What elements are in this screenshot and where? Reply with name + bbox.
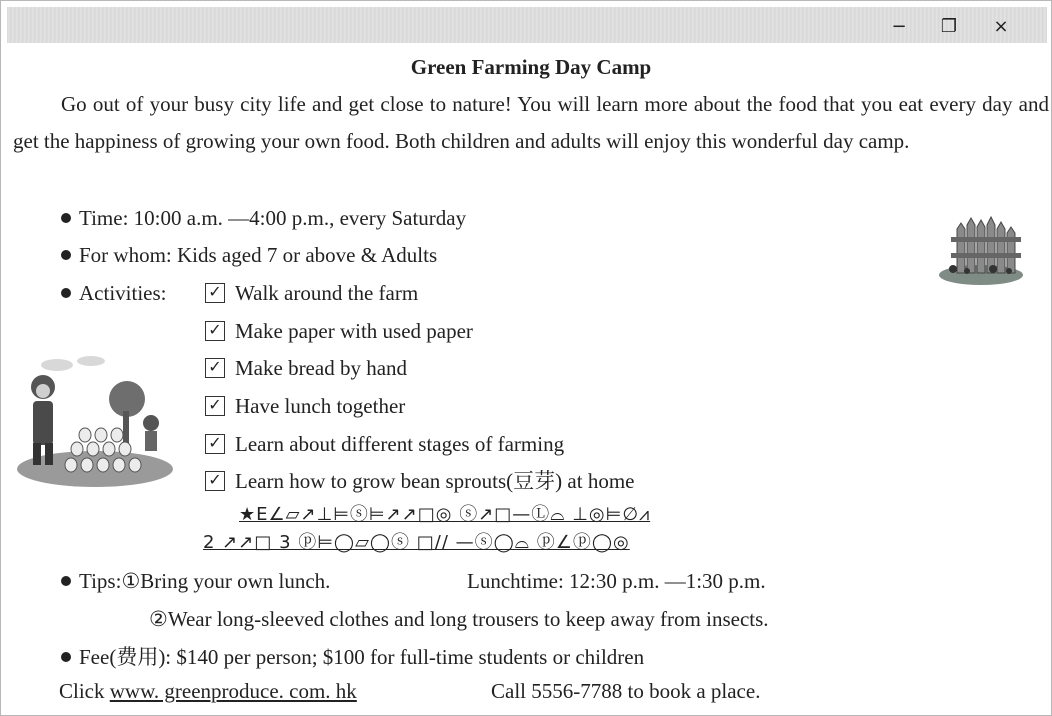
- activities-item: [61, 275, 167, 311]
- restore-button[interactable]: ❐: [940, 15, 958, 37]
- tip-text: ②Wear long-sleeved clothes and long trousers to keep away from insects.: [149, 607, 769, 631]
- fee-text: Fee(费用): $140 per person; $100 for full-time students or children: [79, 645, 645, 669]
- checkbox-icon: ✓: [205, 358, 225, 378]
- page-title: Green Farming Day Camp: [410, 55, 652, 79]
- fee-item: [61, 639, 644, 675]
- call-text: Call 5556-7788 to book a place.: [491, 679, 761, 703]
- tips-label: Tips:: [79, 569, 122, 593]
- intro-text: Go out of your busy city life and get close to nature! You will learn more about the food that you eat every day and get the happiness of growing your own food. Both children and adults will enjoy this wonderful day camp.: [13, 92, 1049, 153]
- activity-item: [205, 313, 473, 349]
- document-content: [13, 45, 1049, 703]
- title-bar: [7, 7, 1047, 43]
- scribble-line: 2 ↗↗□ 3 ⓟ⊨◯▱◯ⓢ □// —ⓢ◯⌓ ⓟ∠ⓟ◯◎: [203, 532, 630, 553]
- bullet-icon: [61, 250, 71, 260]
- checkbox-icon: ✓: [205, 434, 225, 454]
- activity-item: [205, 275, 418, 311]
- activity-text: Walk around the farm: [235, 281, 419, 305]
- website-link[interactable]: www. greenproduce. com. hk: [109, 679, 357, 703]
- bullet-icon: [61, 288, 71, 298]
- activity-item: [205, 350, 407, 386]
- activity-text: Make paper with used paper: [235, 319, 473, 343]
- checkbox-icon: ✓: [205, 396, 225, 416]
- bullet-icon: [61, 652, 71, 662]
- tip-text: ①Bring your own lunch.: [121, 569, 331, 593]
- checkbox-icon: ✓: [205, 283, 225, 303]
- checkbox-icon: ✓: [205, 471, 225, 491]
- activity-text: Learn how to grow bean sprouts(豆芽) at home: [235, 469, 635, 493]
- time-text: Time: 10:00 a.m. —4:00 p.m., every Saturday: [79, 206, 467, 230]
- for-whom-item: [61, 237, 437, 273]
- activity-text: Have lunch together: [235, 394, 406, 418]
- minimize-button[interactable]: −: [891, 15, 907, 37]
- bullet-icon: [61, 213, 71, 223]
- activity-item: [205, 426, 564, 462]
- checkbox-icon: ✓: [205, 321, 225, 341]
- lunchtime-text: Lunchtime: 12:30 p.m. —1:30 p.m.: [467, 569, 766, 593]
- contact-item: [59, 673, 357, 709]
- activity-text: Learn about different stages of farming: [235, 432, 565, 456]
- time-item: [61, 200, 466, 236]
- click-label: Click: [59, 679, 105, 703]
- activity-item: [205, 388, 405, 424]
- bullet-icon: [61, 576, 71, 586]
- close-button[interactable]: ×: [993, 15, 1009, 37]
- activities-label: Activities:: [79, 281, 167, 305]
- farmer-illustration-icon: [13, 351, 173, 489]
- tips-item: [61, 563, 330, 599]
- scribble-line: ★E∠▱↗⊥⊨ⓢ⊨↗↗□◎ ⓢ↗□—Ⓛ⌓ ⊥◎⊨∅⩘: [239, 504, 651, 525]
- for-whom-text: For whom: Kids aged 7 or above & Adults: [79, 243, 438, 267]
- activity-item: [205, 463, 634, 499]
- activity-text: Make bread by hand: [235, 356, 408, 380]
- fence-icon: [937, 209, 1027, 289]
- intro-paragraph: [13, 86, 1049, 160]
